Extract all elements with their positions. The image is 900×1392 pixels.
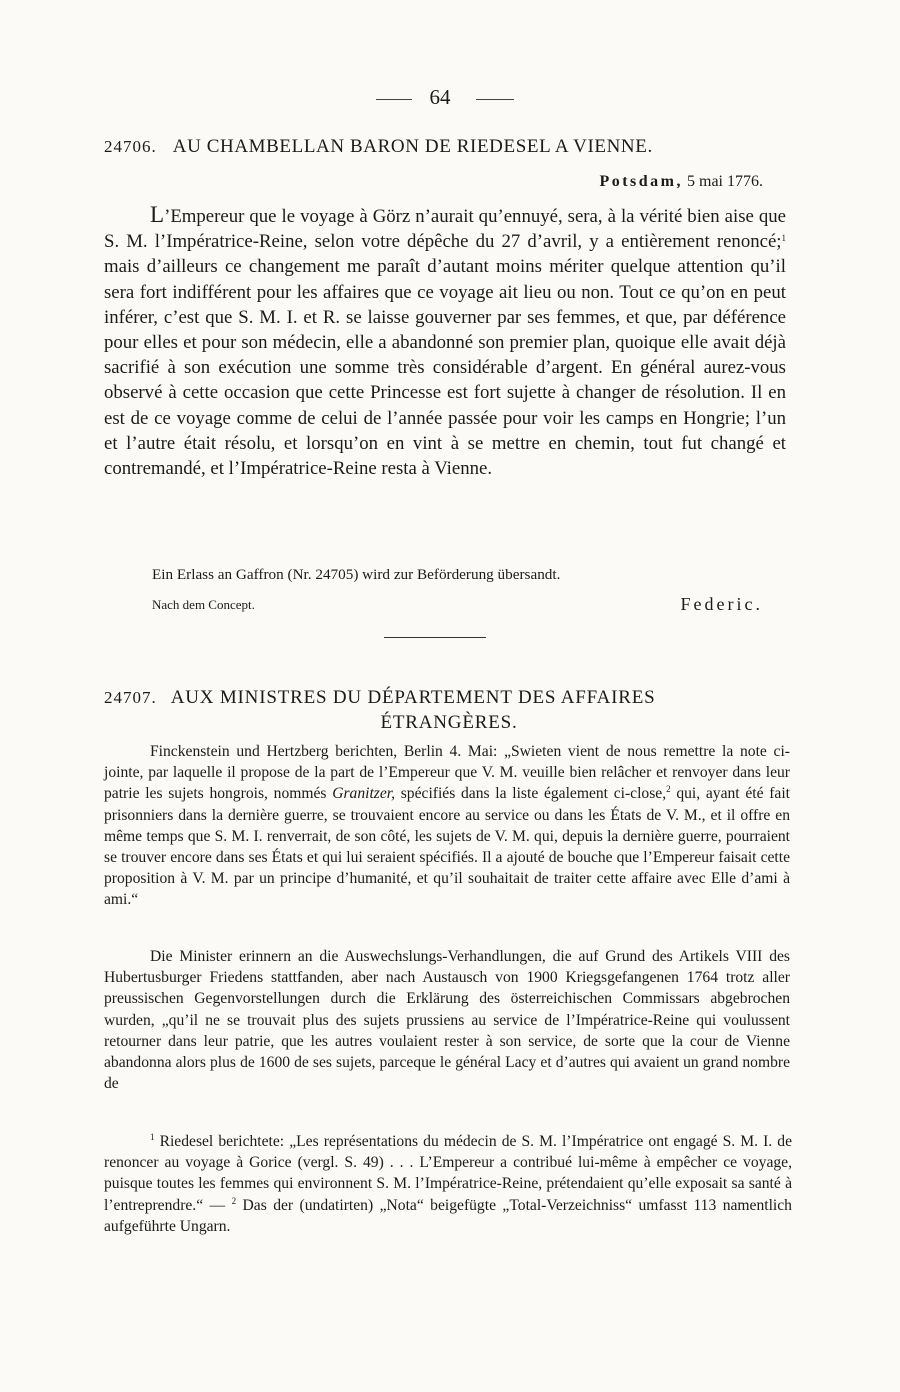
letter-number: 24706.: [104, 137, 157, 156]
source-note: Nach dem Concept.: [152, 597, 255, 612]
report-italic-name: Granitzer,: [332, 785, 396, 803]
footnotes: [104, 1131, 792, 1237]
dateline-date: 5 mai 1776.: [687, 173, 763, 190]
erlass-note: Ein Erlass an Gaffron (Nr. 24705) wird zur Beförderung übersandt.: [152, 566, 561, 583]
footnote-2-text: Das der (undatirten) „Nota“ beigefügte „Total-Verzeichniss“ umfasst 113 namentlich aufgeführte Ungarn.: [104, 1196, 792, 1235]
footnote-1-mark: 1: [150, 1132, 155, 1142]
page-number: 64: [429, 85, 451, 109]
footnote-marker: 1: [781, 233, 786, 244]
report-text-a: Finckenstein und Hertzberg berichten, Berlin 4. Mai: „Swieten vient de nous remettre la note ci-jointe, par laquelle il propose de la part de l’Empereur que V. M. veuille bien relâcher et renvoyer dans leur patrie les sujets hongrois, nommés: [104, 743, 790, 803]
dateline-place: Potsdam,: [599, 173, 683, 190]
letter-heading-2: [104, 685, 794, 735]
letter-title: AU CHAMBELLAN BARON DE RIEDESEL A VIENNE.: [172, 136, 653, 157]
letter-heading: [104, 136, 794, 158]
signature: Federic.: [680, 594, 763, 614]
letter-body-text-b: mais d’ailleurs ce changement me paraît d’autant moins mériter quelque attention qu’il sera fort indifférent pour les affaires que ce voyage ait lieu ou non. Tout ce qu’on en peut inférer, c’est que S. M. I. et R. se laisse gouverner par ses femmes, et que, par déférence pour elles et pour son médecin, elle a abandonné son premier plan, quoique elle avait déjà sacrifié à son exécution une somme très considérable d’argent. En général aurez-vous observé à cette occasion que cette Princesse est fort sujette à changer de résolution. Il en est de ce voyage comme de celui de l’année passée pour voir les camps en Hongrie; l’un et l’autre était résolu, et lorsqu’on en vint à se mettre en chemin, tout fut changé et contremandé, et l’Impératrice-Reine resta à Vienne.: [104, 256, 786, 480]
header-rule-left: [376, 99, 412, 100]
footnote-marker-2: 2: [666, 784, 671, 795]
letter-title-line1: AUX MINISTRES DU DÉPARTEMENT DES AFFAIRES: [170, 687, 656, 708]
report-text-c: qui, ayant été fait prisonniers dans la dernière guerre, se trouvaient encore au service ou dans les États de V. M., et il offre en même temps que S. M. I. renverrait, de son côté, les sujets de V. M. qui, depuis la dernière guerre, pourraient se trouver encore dans ses États et qui lui seraient spécifiés. Il a ajouté de bouche que l’Empereur faisait cette proposition à V. M. par un principe d’humanité, et qu’il souhaitait de traiter cette affaire avec Elle d’ami à ami.“: [104, 785, 790, 909]
report-paragraph: [104, 741, 790, 911]
letter-body-text-a: ’Empereur que le voyage à Görz n’aurait qu’ennuyé, sera, à la vérité bien aise que S. M. l’Impératrice-Reine, selon votre dépêche du 27 d’avril, y a entièrement renoncé;: [104, 206, 786, 253]
ministers-paragraph: Die Minister erinnern an die Auswechslungs-Verhandlungen, die auf Grund des Artikels VIII des Hubertusburger Friedens stattfanden, aber nach Austausch von 1900 Kriegsgefangenen 1764 trotz aller preussischen Gegenvorstellungen durch die Erklärung des österreichischen Commissars abgebrochen wurden, „qu’il ne se trouvait plus des sujets prussiens au service de l’Impératrice-Reine qui voulussent retourner dans leur patrie, que les autres voulaient rester à son service, de sorte que la cour de Vienne abandonna alors plus de 1600 de ses sujets, parceque le général Lacy et d’autres qui avaient un grand nombre de: [104, 948, 790, 1093]
footnote-1-text: Riedesel berichtete: „Les représentations du médecin de S. M. l’Impératrice ont engagé S. M. I. de renoncer au voyage à Gorice (vergl. S. 49) . . . L’Empereur a contribué lui-même à empêcher ce voyage, puisque toutes les femmes qui environnent S. M. l’Impératrice-Reine, prétendaient qu’elle exposait sa santé à l’entreprendre.“ —: [104, 1133, 792, 1214]
section-divider: [384, 637, 486, 638]
dateline: [599, 173, 763, 191]
report-text-b: spécifiés dans la liste également ci-close,: [395, 785, 667, 803]
letter-body: [104, 202, 786, 481]
header-rule-right: [476, 99, 514, 100]
letter-title-line2: ÉTRANGÈRES.: [380, 712, 518, 733]
footnote-2-mark: 2: [231, 1195, 237, 1206]
letter-number-2: 24707.: [104, 688, 157, 707]
initial-letter: L: [150, 202, 165, 227]
